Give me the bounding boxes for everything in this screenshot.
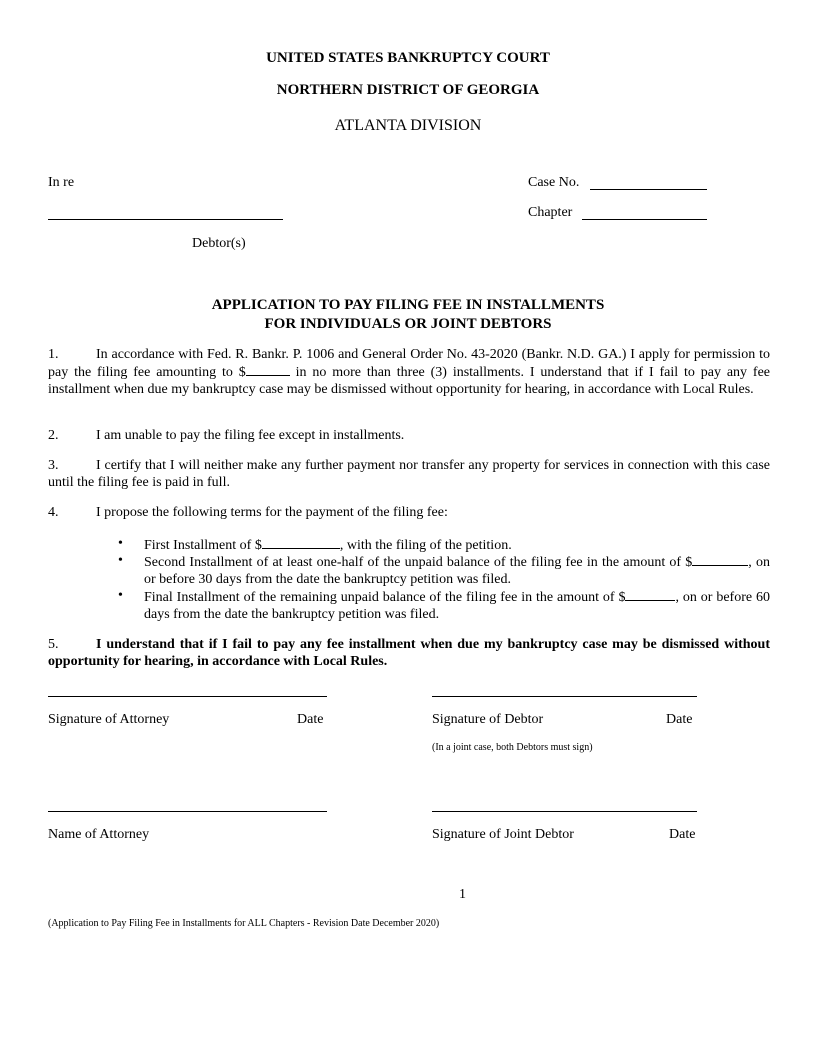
- paragraph-3-text: I certify that I will neither make any further payment nor transfer any property for services in connection with this case until the filing fee is paid in full.: [48, 458, 770, 490]
- paragraph-1-text-b: in no more than three (3) installments. I understand that if I fail to pay any fee installment when due my bankruptcy case may be dismissed without opportunity for hearing, in accordance with Local Rules.: [48, 365, 770, 397]
- debtor-date-label: Date: [666, 712, 693, 727]
- division-name: ATLANTA DIVISION: [334, 117, 482, 134]
- form-title-line2: FOR INDIVIDUALS OR JOINT DEBTORS: [264, 316, 552, 332]
- final-installment-text-b: , on or before 60 days from the date the bankruptcy petition was filed.: [144, 590, 770, 622]
- paragraph-3-number: 3.: [48, 458, 59, 473]
- second-installment-item: [144, 553, 770, 588]
- second-installment-amount-field[interactable]: [692, 553, 748, 566]
- attorney-name-label: Name of Attorney: [48, 827, 150, 842]
- joint-debtor-signature-label: Signature of Joint Debtor: [432, 827, 574, 842]
- paragraph-3: [48, 457, 770, 491]
- final-installment-item: [144, 588, 770, 623]
- case-no-label: Case No.: [528, 175, 580, 190]
- form-title-line1: APPLICATION TO PAY FILING FEE IN INSTALLMENTS: [211, 297, 605, 313]
- paragraph-2-text: I am unable to pay the filing fee except in installments.: [96, 428, 405, 443]
- first-installment-amount-field[interactable]: [262, 536, 340, 549]
- chapter-label: Chapter: [528, 205, 573, 220]
- attorney-signature-label: Signature of Attorney: [48, 712, 170, 727]
- attorney-signature-line[interactable]: [48, 696, 327, 697]
- joint-case-note: (In a joint case, both Debtors must sign): [432, 742, 593, 753]
- first-installment-text-a: First Installment of $: [144, 538, 262, 553]
- second-installment-text-a: Second Installment of at least one-half of the unpaid balance of the filing fee in the amount of $: [144, 555, 693, 570]
- debtor-name-field[interactable]: [48, 219, 283, 220]
- filing-fee-amount-field[interactable]: [246, 363, 290, 376]
- first-installment-text-b: , with the filing of the petition.: [339, 538, 512, 553]
- final-installment-amount-field[interactable]: [625, 588, 675, 601]
- debtor-signature-line[interactable]: [432, 696, 697, 697]
- attorney-date-label: Date: [297, 712, 324, 727]
- final-installment-text-a: Final Installment of the remaining unpaid balance of the filing fee in the amount of $: [144, 590, 626, 605]
- attorney-name-line[interactable]: [48, 811, 327, 812]
- paragraph-1-number: 1.: [48, 347, 59, 362]
- paragraph-5-text: I understand that if I fail to pay any fee installment when due my bankruptcy case may be dismissed without opportunity for hearing, in accordance with Local Rules.: [48, 637, 770, 669]
- paragraph-1: [48, 346, 770, 398]
- bullet-icon: •: [118, 588, 123, 603]
- debtor-signature-label: Signature of Debtor: [432, 712, 544, 727]
- paragraph-5-number: 5.: [48, 637, 59, 652]
- in-re-label: In re: [48, 175, 75, 190]
- paragraph-1-text-a: In accordance with Fed. R. Bankr. P. 1006 and General Order No. 43-2020 (Bankr. N.D. GA.) I apply for permission to pay the filing fee amounting to $: [48, 347, 770, 380]
- page-number: 1: [459, 887, 466, 902]
- paragraph-4-number: 4.: [48, 505, 59, 520]
- case-no-field[interactable]: [590, 189, 707, 190]
- paragraph-5: [48, 636, 770, 670]
- revision-note: (Application to Pay Filing Fee in Installments for ALL Chapters - Revision Date December 2020): [48, 918, 440, 929]
- second-installment-text-b: , on or before 30 days from the date the bankruptcy petition was filed.: [144, 555, 770, 587]
- joint-debtor-signature-line[interactable]: [432, 811, 697, 812]
- paragraph-4-text: I propose the following terms for the payment of the filing fee:: [96, 505, 448, 520]
- joint-debtor-date-label: Date: [669, 827, 696, 842]
- paragraph-2-number: 2.: [48, 428, 59, 443]
- debtors-label: Debtor(s): [192, 236, 246, 251]
- bullet-icon: •: [118, 553, 123, 568]
- court-name: UNITED STATES BANKRUPTCY COURT: [266, 50, 550, 66]
- district-name: NORTHERN DISTRICT OF GEORGIA: [276, 82, 540, 98]
- chapter-field[interactable]: [582, 219, 707, 220]
- paragraph-2: [48, 427, 770, 444]
- bullet-icon: •: [118, 536, 123, 551]
- first-installment-item: [144, 536, 770, 554]
- paragraph-4: [48, 504, 770, 521]
